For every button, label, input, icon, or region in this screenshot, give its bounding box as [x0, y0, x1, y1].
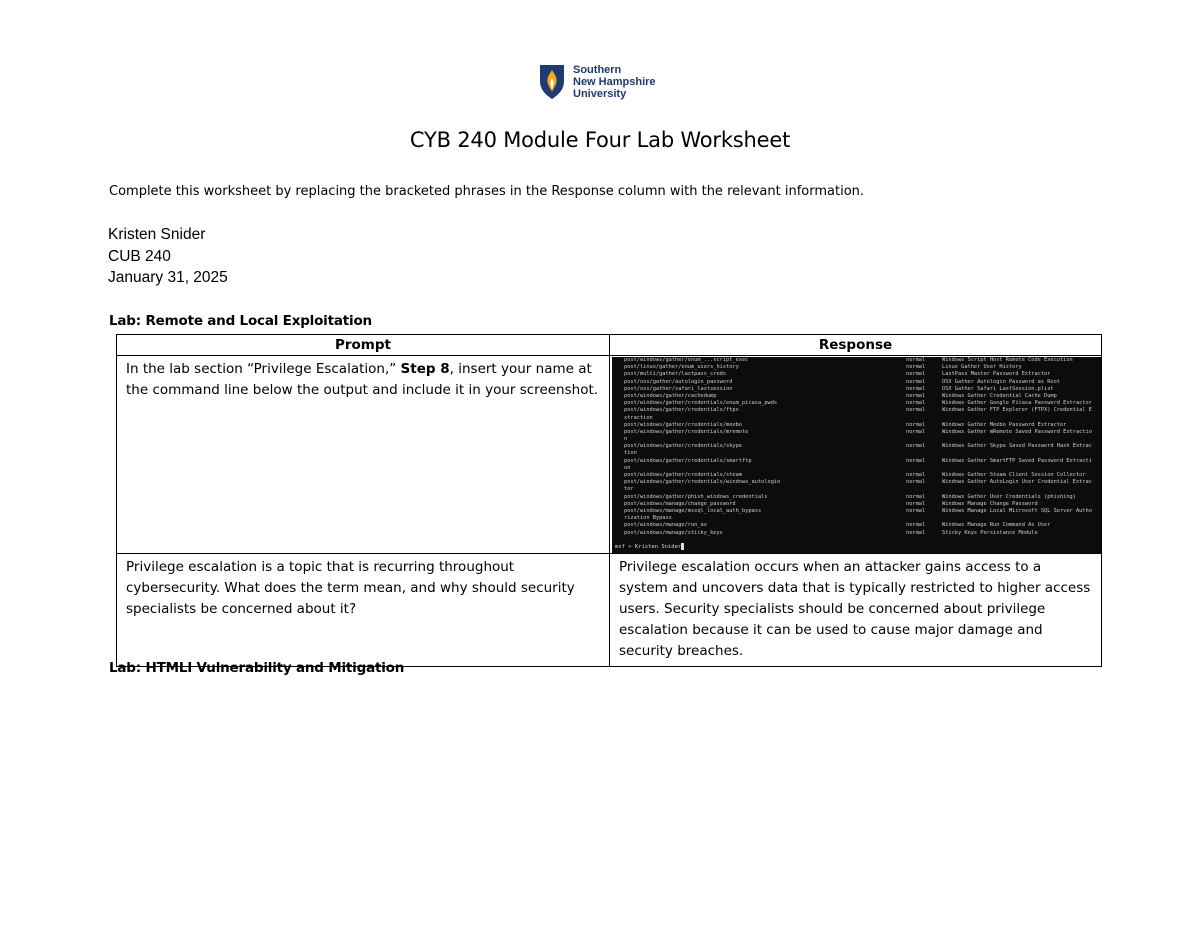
- instructions: Complete this worksheet by replacing the bracketed phrases in the Response column with the relevant information.: [109, 184, 865, 199]
- terminal-line-rank: normal: [906, 443, 926, 450]
- university-logo: [539, 64, 656, 100]
- terminal-line: [612, 515, 1101, 522]
- terminal-line: [612, 450, 1101, 457]
- terminal-line: [612, 494, 1101, 501]
- terminal-line-description: OSX Gather Safari LastSession.plist: [942, 385, 1054, 392]
- submission-date: January 31, 2025: [108, 269, 228, 286]
- terminal-line: [612, 458, 1101, 465]
- terminal-output: [612, 357, 1101, 537]
- terminal-line-description: [942, 436, 1101, 443]
- terminal-line-module: post/windows/manage/sticky_keys: [624, 529, 723, 536]
- terminal-line-rank: normal: [906, 500, 926, 507]
- terminal-line: [612, 422, 1101, 429]
- terminal-line-rank: normal: [906, 428, 926, 435]
- table-row: [117, 356, 1102, 554]
- terminal-line-description: OSX Gather Autologin Password as Root: [942, 378, 1060, 385]
- prompt-text: Privilege escalation is a topic that is recurring throughout cybersecurity. What does the term mean, and why should security specialists be concerned about it?: [126, 559, 575, 617]
- terminal-line-rank: [906, 465, 942, 472]
- terminal-line-description: Windows Gather Meebo Password Extractor: [942, 421, 1067, 428]
- terminal-line: [612, 415, 1101, 422]
- terminal-line-rank: normal: [906, 472, 926, 478]
- terminal-line-module: post/osx/gather/safari_lastsession: [624, 385, 733, 392]
- terminal-line-rank: normal: [906, 357, 926, 363]
- terminal-line: [612, 530, 1101, 537]
- terminal-line: [612, 479, 1101, 486]
- shield-flame-icon: [539, 64, 565, 100]
- student-name: Kristen Snider: [108, 226, 206, 243]
- terminal-line: [612, 465, 1101, 472]
- terminal-line-module: tion: [624, 450, 637, 457]
- terminal-line-module: post/windows/gather/enum_...script_exec: [624, 357, 749, 363]
- response-cell: [610, 356, 1102, 554]
- terminal-line-description: Windows Gather Skype Saved Password Hash Extrac: [942, 443, 1092, 450]
- terminal-line: [612, 371, 1101, 378]
- terminal-line-rank: normal: [906, 522, 926, 529]
- prompt-cell: [117, 554, 610, 667]
- terminal-line-description: Windows Gather SmartFTP Saved Password Extracti: [942, 457, 1092, 464]
- terminal-line-module: tor: [624, 486, 634, 493]
- terminal-line-description: Windows Gather mRemote Saved Password Extractio: [942, 428, 1092, 435]
- terminal-screenshot: [612, 357, 1101, 553]
- prompt-step: Step 8: [400, 361, 450, 377]
- logo-line-1: Southern: [573, 64, 622, 76]
- terminal-line-module: post/multi/gather/lastpass_creds: [624, 371, 727, 378]
- logo-line-2: New Hampshire: [573, 76, 656, 88]
- terminal-line-rank: [906, 415, 942, 422]
- terminal-line-module: n: [624, 436, 628, 443]
- terminal-line-rank: normal: [906, 364, 926, 371]
- terminal-line-module: post/windows/manage/change_password: [624, 500, 736, 507]
- terminal-line: [612, 357, 1101, 364]
- terminal-line: [612, 386, 1101, 393]
- terminal-line-rank: [906, 515, 942, 522]
- terminal-line-rank: normal: [906, 400, 926, 407]
- terminal-line-rank: normal: [906, 371, 926, 378]
- terminal-line-rank: normal: [906, 392, 926, 399]
- terminal-line-module: post/osx/gather/autologin_password: [624, 378, 733, 385]
- terminal-line-module: post/windows/gather/credentials/meebo: [624, 421, 742, 428]
- terminal-line-rank: [906, 450, 942, 457]
- terminal-line: [612, 407, 1101, 414]
- student-info: [108, 224, 228, 289]
- terminal-line-rank: [906, 436, 942, 443]
- terminal-line-description: Windows Gather User Credentials (phishing): [942, 493, 1076, 500]
- terminal-line: [612, 501, 1101, 508]
- terminal-line-description: Windows Gather Steam Client Session Collector: [942, 472, 1086, 478]
- prompt-text-end: , insert your name at the command line below the output and include it in your screenshot.: [126, 361, 599, 398]
- prompt-text-start: In the lab section “Privilege Escalation,”: [126, 361, 401, 377]
- terminal-line-description: Windows Manage Local Microsoft SQL Server Autho: [942, 507, 1092, 514]
- terminal-line-module: post/windows/gather/credentials/enum_picasa_pwds: [624, 400, 778, 407]
- terminal-line: [612, 393, 1101, 400]
- course-code: CUB 240: [108, 247, 171, 265]
- terminal-line-description: Windows Manage Change Password: [942, 500, 1038, 507]
- terminal-line: [612, 443, 1101, 450]
- terminal-line-rank: normal: [906, 421, 926, 428]
- terminal-line-module: post/windows/gather/credentials/smartftp: [624, 457, 752, 464]
- terminal-line-module: post/windows/gather/credentials/steam: [624, 472, 742, 478]
- terminal-cursor: [681, 543, 684, 550]
- terminal-line: [612, 522, 1101, 529]
- terminal-line-description: Windows Script Host Remote Code Execution: [942, 357, 1073, 363]
- terminal-line: [612, 364, 1101, 371]
- terminal-prompt-text: msf > Kristen Snider: [615, 544, 682, 550]
- section-heading-htmli: Lab: HTMLI Vulnerability and Mitigation: [109, 660, 405, 676]
- terminal-line-module: post/windows/gather/credentials/ftpx: [624, 407, 739, 414]
- terminal-line: [612, 472, 1101, 479]
- terminal-line-module: post/windows/gather/phish_windows_credentials: [624, 493, 768, 500]
- terminal-line-description: Windows Manage Run Command As User: [942, 522, 1051, 529]
- terminal-line-description: Sticky Keys Persistance Module: [942, 529, 1038, 536]
- terminal-line-description: Linux Gather User History: [942, 364, 1022, 371]
- terminal-line: [612, 400, 1101, 407]
- section-heading-exploitation: Lab: Remote and Local Exploitation: [109, 313, 372, 329]
- terminal-line-module: post/windows/gather/credentials/skype: [624, 443, 742, 450]
- terminal-line-rank: normal: [906, 529, 926, 536]
- page-title: CYB 240 Module Four Lab Worksheet: [409, 128, 791, 152]
- terminal-line-module: post/windows/manage/mssql_local_auth_bypass: [624, 507, 762, 514]
- terminal-line-module: on: [624, 464, 631, 471]
- terminal-line-rank: normal: [906, 507, 926, 514]
- prompt-text: [117, 356, 609, 405]
- terminal-line-description: [942, 515, 1101, 522]
- response-text: Privilege escalation occurs when an attacker gains access to a system and uncovers data that is typically restricted to higher access users. Security specialists should be concerned about privilege escalation because it can be used to cause major damage and security breaches.: [619, 559, 1091, 659]
- header-response: Response: [610, 335, 1102, 356]
- terminal-line-rank: [906, 486, 942, 493]
- terminal-line-module: post/windows/gather/credentials/windows_autologin: [624, 479, 781, 486]
- terminal-line-module: post/linux/gather/enum_users_history: [624, 364, 739, 371]
- table-row: [117, 554, 1102, 667]
- terminal-line-rank: normal: [906, 378, 926, 385]
- header-prompt: Prompt: [117, 335, 610, 356]
- terminal-line-rank: normal: [906, 493, 926, 500]
- terminal-line-description: Windows Gather Google Picasa Password Extractor: [942, 400, 1092, 407]
- terminal-line-rank: normal: [906, 407, 926, 414]
- table-header-row: [117, 335, 1102, 356]
- response-cell: [610, 554, 1102, 667]
- terminal-line-module: post/windows/manage/run_as: [624, 522, 707, 529]
- terminal-line: [612, 508, 1101, 515]
- terminal-prompt: [615, 543, 684, 551]
- logo-wordmark: [573, 64, 656, 100]
- terminal-line-module: post/windows/gather/cachedump: [624, 392, 717, 399]
- terminal-line-description: [942, 450, 1101, 457]
- worksheet-table: [116, 334, 1102, 667]
- terminal-line-module: xtraction: [624, 414, 653, 421]
- terminal-line-rank: normal: [906, 479, 926, 486]
- terminal-line: [612, 379, 1101, 386]
- terminal-line-description: [942, 465, 1101, 472]
- terminal-line-description: Windows Gather AutoLogin User Credential Extrac: [942, 479, 1092, 486]
- terminal-line-description: [942, 415, 1101, 422]
- terminal-line: [612, 429, 1101, 436]
- terminal-line-module: post/windows/gather/credentials/mremote: [624, 428, 749, 435]
- terminal-line: [612, 436, 1101, 443]
- terminal-line-description: Windows Gather FTP Explorer (FTPX) Credential E: [942, 407, 1092, 414]
- prompt-cell: [117, 356, 610, 554]
- terminal-line-description: Windows Gather Credential Cache Dump: [942, 392, 1057, 399]
- terminal-line-description: LastPass Master Password Extractor: [942, 371, 1051, 378]
- terminal-line-rank: normal: [906, 457, 926, 464]
- terminal-line: [612, 486, 1101, 493]
- terminal-line-module: rization Bypass: [624, 515, 672, 522]
- logo-line-3: University: [573, 88, 627, 100]
- terminal-line-rank: normal: [906, 385, 926, 392]
- terminal-line-description: [942, 486, 1101, 493]
